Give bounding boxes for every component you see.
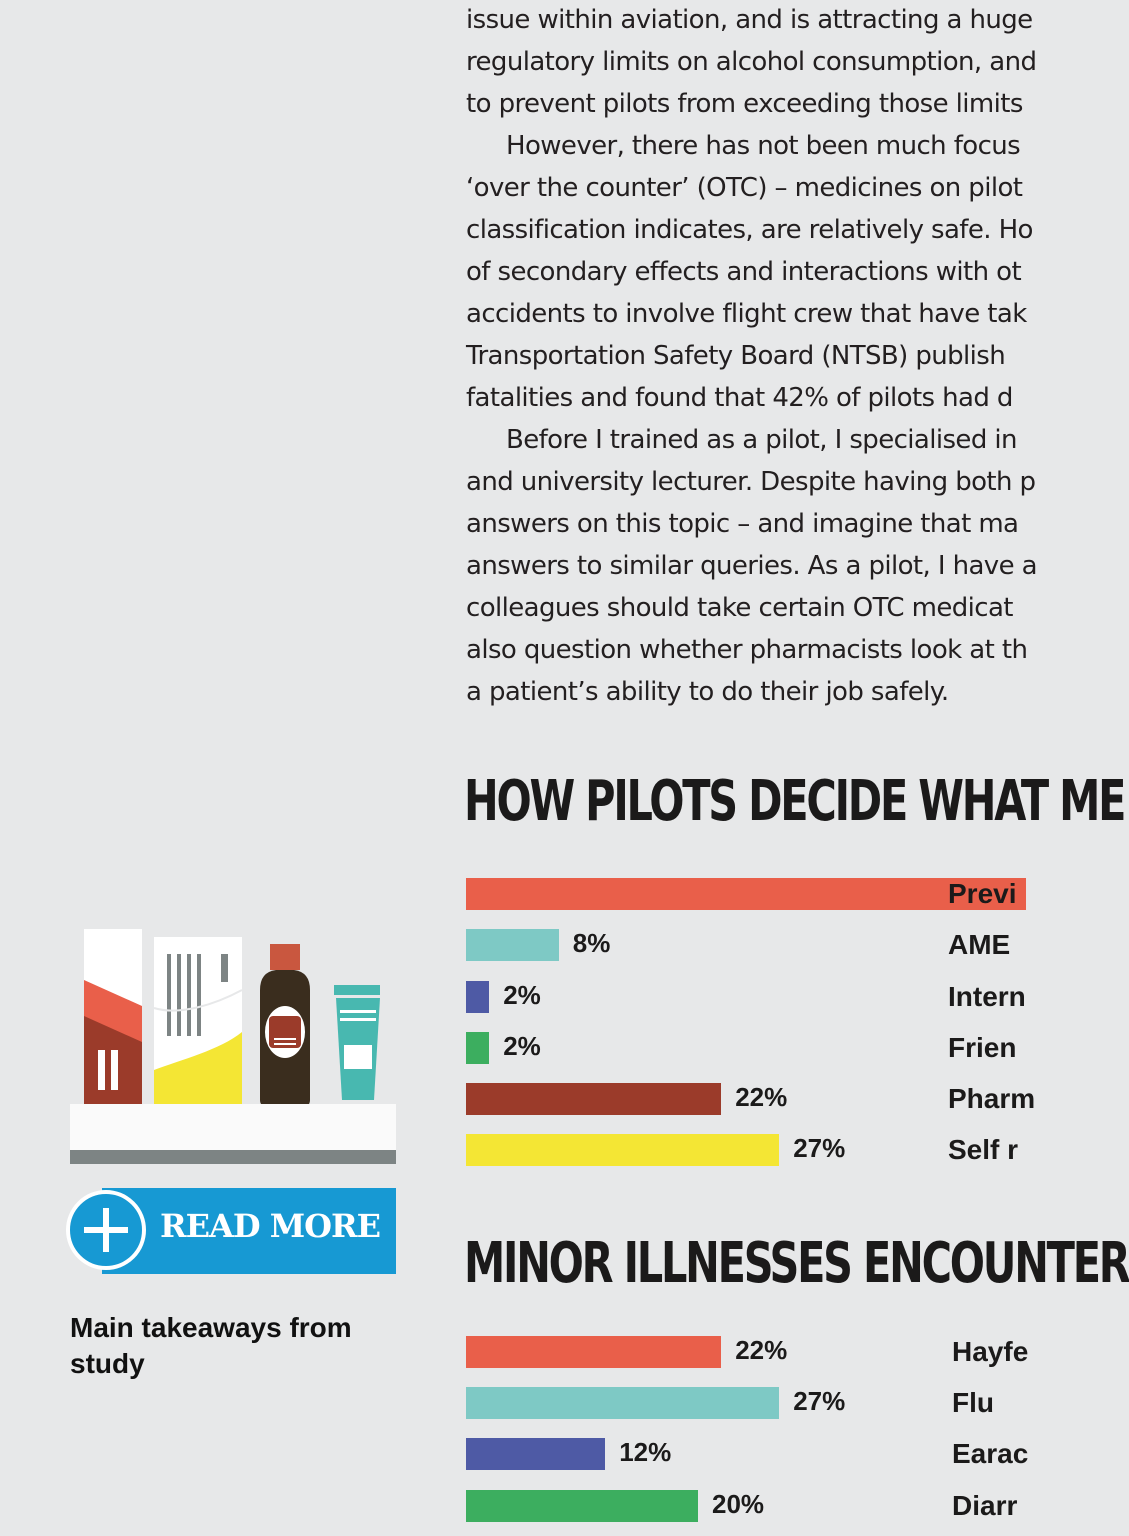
- article-line: a patient’s ability to do their job safely.: [466, 677, 949, 707]
- bar-0-0: [466, 878, 1026, 910]
- category-label: Self r: [948, 1134, 1019, 1165]
- read-more-label[interactable]: READ MORE: [160, 1207, 380, 1245]
- shelf: [70, 1104, 396, 1150]
- bar-1-2: [466, 1438, 605, 1470]
- caption: Main takeaways from study: [70, 1312, 352, 1379]
- category-label: Frien: [948, 1032, 1017, 1063]
- article-line: of secondary effects and interactions with ot: [466, 257, 1022, 287]
- article-line: Transportation Safety Board (NTSB) publish: [466, 341, 1006, 371]
- medicine-box-icon: [84, 929, 142, 1107]
- bar-0-5: [466, 1134, 779, 1166]
- article-line: also question whether pharmacists look at th: [466, 635, 1028, 665]
- chart-title-how-pilots-decide: HOW PILOTS DECIDE WHAT ME: [464, 769, 1125, 834]
- article-line: Before I trained as a pilot, I specialised in: [506, 425, 1017, 455]
- bar-1-3: [466, 1490, 698, 1522]
- category-label: Intern: [948, 981, 1026, 1012]
- bar-0-1: [466, 929, 559, 961]
- article-line: colleagues should take certain OTC medicat: [466, 593, 1013, 623]
- category-label: Flu: [952, 1387, 994, 1418]
- bar-value-label: 12%: [619, 1437, 672, 1467]
- article-line: ‘over the counter’ (OTC) – medicines on pilot: [466, 173, 1023, 203]
- article-line: fatalities and found that 42% of pilots had d: [466, 383, 1013, 413]
- medicine-shelf-illustration: [70, 920, 400, 1110]
- bar-value-label: 2%: [503, 980, 541, 1010]
- category-label: Pharm: [948, 1083, 1036, 1114]
- article-line: answers to similar queries. As a pilot, I have a: [466, 551, 1037, 581]
- bar-0-4: [466, 1083, 721, 1115]
- bar-1-0: [466, 1336, 721, 1368]
- shelf-base: [70, 1150, 396, 1164]
- article-line: accidents to involve flight crew that have tak: [466, 299, 1027, 329]
- article-line: classification indicates, are relatively safe. Ho: [466, 215, 1033, 245]
- chart-title-minor-illnesses: MINOR ILLNESSES ENCOUNTER: [464, 1231, 1129, 1296]
- ointment-tube-icon: [334, 985, 380, 1100]
- bar-0-2: [466, 981, 489, 1013]
- blister-pack-icon: [154, 937, 242, 1107]
- bar-value-label: 22%: [735, 1335, 788, 1365]
- bar-value-label: 22%: [735, 1082, 788, 1112]
- plus-icon[interactable]: [66, 1190, 146, 1270]
- bar-value-label: 27%: [793, 1386, 846, 1416]
- article-line: and university lecturer. Despite having both p: [466, 467, 1036, 497]
- article-line: However, there has not been much focus: [506, 131, 1021, 161]
- category-label: Hayfe: [952, 1336, 1029, 1367]
- category-label: Diarr: [952, 1490, 1018, 1521]
- bar-0-3: [466, 1032, 489, 1064]
- article-line: answers on this topic – and imagine that ma: [466, 509, 1019, 539]
- category-label: Previ: [948, 878, 1017, 909]
- article-line: to prevent pilots from exceeding those limits: [466, 89, 1023, 119]
- bar-value-label: 8%: [572, 928, 611, 958]
- bar-value-label: 27%: [793, 1133, 846, 1163]
- bar-value-label: 20%: [712, 1489, 765, 1519]
- medicine-bottle-icon: [260, 944, 310, 1107]
- category-label: AME: [948, 929, 1011, 960]
- article-line: issue within aviation, and is attracting a huge: [466, 5, 1033, 35]
- bar-value-label: 2%: [503, 1031, 541, 1061]
- bar-1-1: [466, 1387, 779, 1419]
- article-body: [466, 0, 1106, 713]
- category-label: Earac: [952, 1438, 1029, 1469]
- article-line: regulatory limits on alcohol consumption, and: [466, 47, 1037, 77]
